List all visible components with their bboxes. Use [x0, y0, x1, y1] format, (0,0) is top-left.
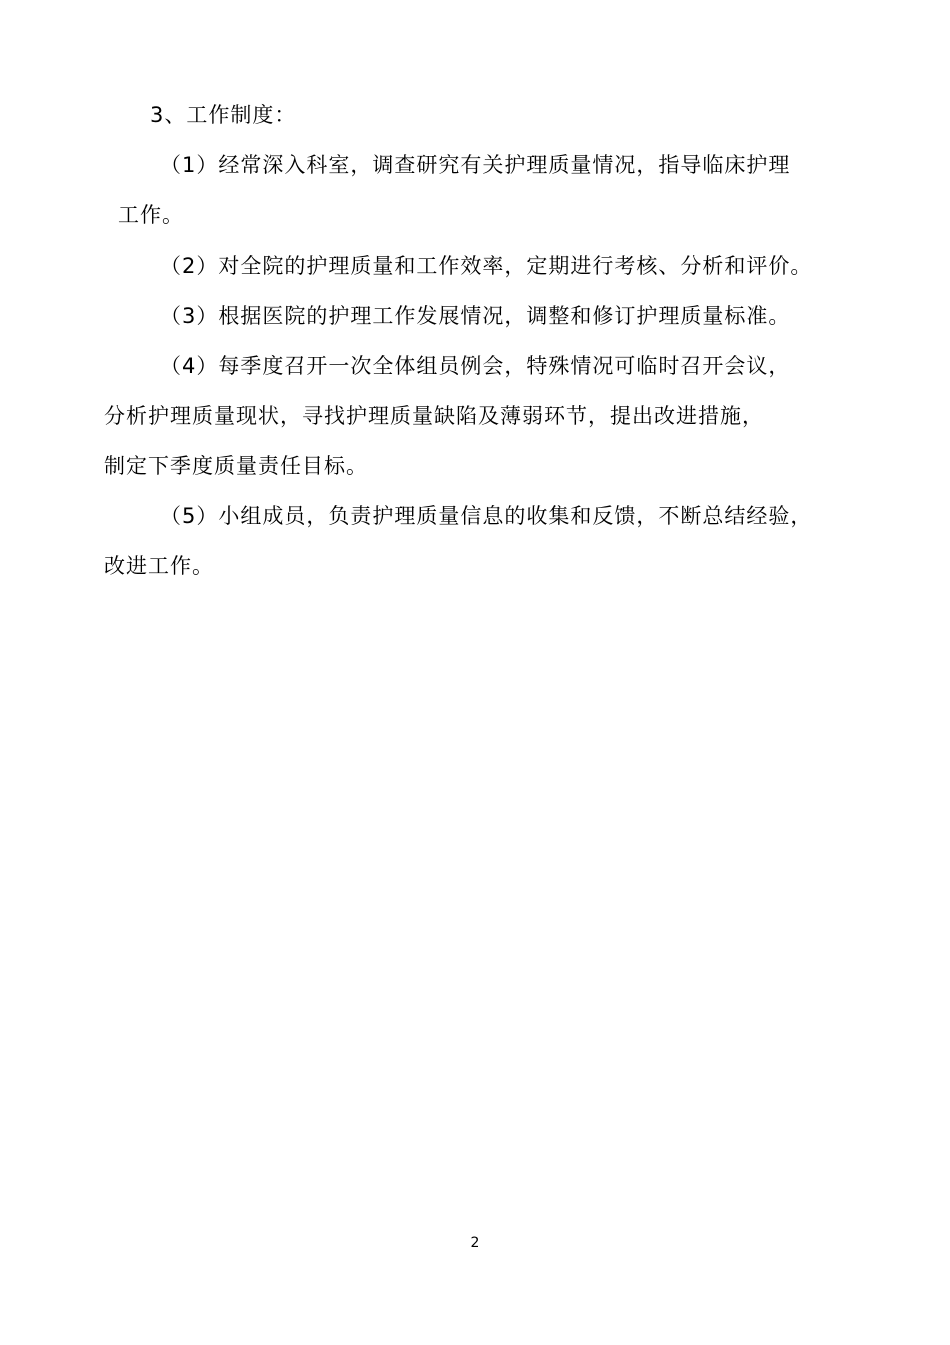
paragraph-line: （2）对全院的护理质量和工作效率，定期进行考核、分析和评价。 — [160, 254, 813, 278]
paragraph-line: 工作。 — [118, 203, 184, 227]
paragraph-line: 改进工作。 — [104, 554, 214, 578]
paragraph-line: （4）每季度召开一次全体组员例会，特殊情况可临时召开会议， — [160, 354, 791, 378]
paragraph-line: 制定下季度质量责任目标。 — [104, 454, 368, 478]
paragraph-line: （3）根据医院的护理工作发展情况，调整和修订护理质量标准。 — [160, 304, 791, 328]
paragraph-line: （5）小组成员，负责护理质量信息的收集和反馈，不断总结经验， — [160, 504, 813, 528]
paragraph-line: 分析护理质量现状，寻找护理质量缺陷及薄弱环节，提出改进措施， — [104, 404, 764, 428]
section-heading: 3、工作制度： — [150, 103, 297, 127]
paragraph-line: （1）经常深入科室，调查研究有关护理质量情况，指导临床护理 — [160, 153, 791, 177]
page-number: 2 — [470, 1235, 480, 1251]
